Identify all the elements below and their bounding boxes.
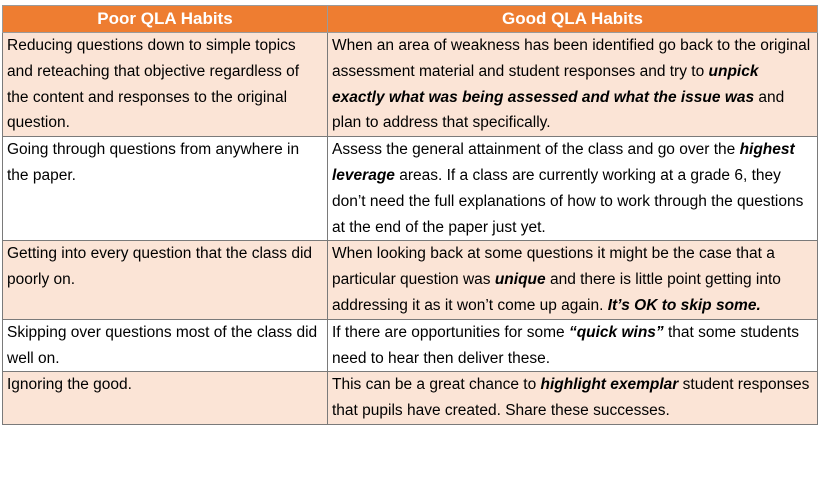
table-row — [3, 33, 818, 137]
table-row — [3, 241, 818, 319]
text-segment: When an area of weakness has been identified go back to the original assessment material and student responses and try to — [332, 37, 811, 80]
good-habit-cell — [328, 33, 818, 137]
table-row — [3, 319, 818, 372]
emphasis-text: unique — [494, 271, 546, 289]
text-segment: When looking back at some questions it might be the case that a particular question was — [332, 245, 775, 289]
text-segment: areas. If a class are currently working at a grade 6, they don’t need the full explanations of how to work through the questions at the end of the paper just yet. — [332, 166, 804, 236]
good-habits-header: Good QLA Habits — [328, 6, 818, 33]
emphasis-text: highest leverage — [332, 141, 795, 184]
emphasis-text: It’s OK to skip some. — [607, 296, 761, 314]
poor-habit-cell: Getting into every question that the class did poorly on. — [3, 241, 328, 319]
table-row — [3, 137, 818, 241]
header-row — [3, 6, 818, 33]
table-row — [3, 372, 818, 425]
text-segment: that some students need to hear then deliver these. — [332, 323, 799, 367]
emphasis-text: “quick wins” — [568, 323, 664, 341]
poor-habit-cell: Skipping over questions most of the class did well on. — [3, 319, 328, 372]
qla-habits-table — [2, 5, 818, 425]
text-segment: This can be a great chance to — [332, 376, 541, 394]
text-segment: and there is little point getting into addressing it as it won’t come up again. — [332, 271, 781, 314]
text-segment: and plan to address that specifically. — [332, 88, 785, 132]
poor-habits-header: Poor QLA Habits — [3, 6, 328, 33]
text-segment: Assess the general attainment of the class and go over the — [332, 141, 740, 159]
poor-habit-cell: Reducing questions down to simple topics and reteaching that objective regardless of the content and responses to the original question. — [3, 33, 328, 137]
good-habit-cell — [328, 372, 818, 425]
poor-habit-cell: Going through questions from anywhere in the paper. — [3, 137, 328, 241]
good-habit-cell — [328, 241, 818, 319]
text-segment: student responses that pupils have created. Share these successes. — [332, 376, 810, 420]
poor-habit-cell: Ignoring the good. — [3, 372, 328, 425]
emphasis-text: unpick exactly what was being assessed and what the issue was — [332, 62, 759, 106]
good-habit-cell — [328, 319, 818, 372]
good-habit-cell — [328, 137, 818, 241]
emphasis-text: highlight exemplar — [540, 376, 679, 394]
text-segment: If there are opportunities for some — [332, 323, 569, 341]
